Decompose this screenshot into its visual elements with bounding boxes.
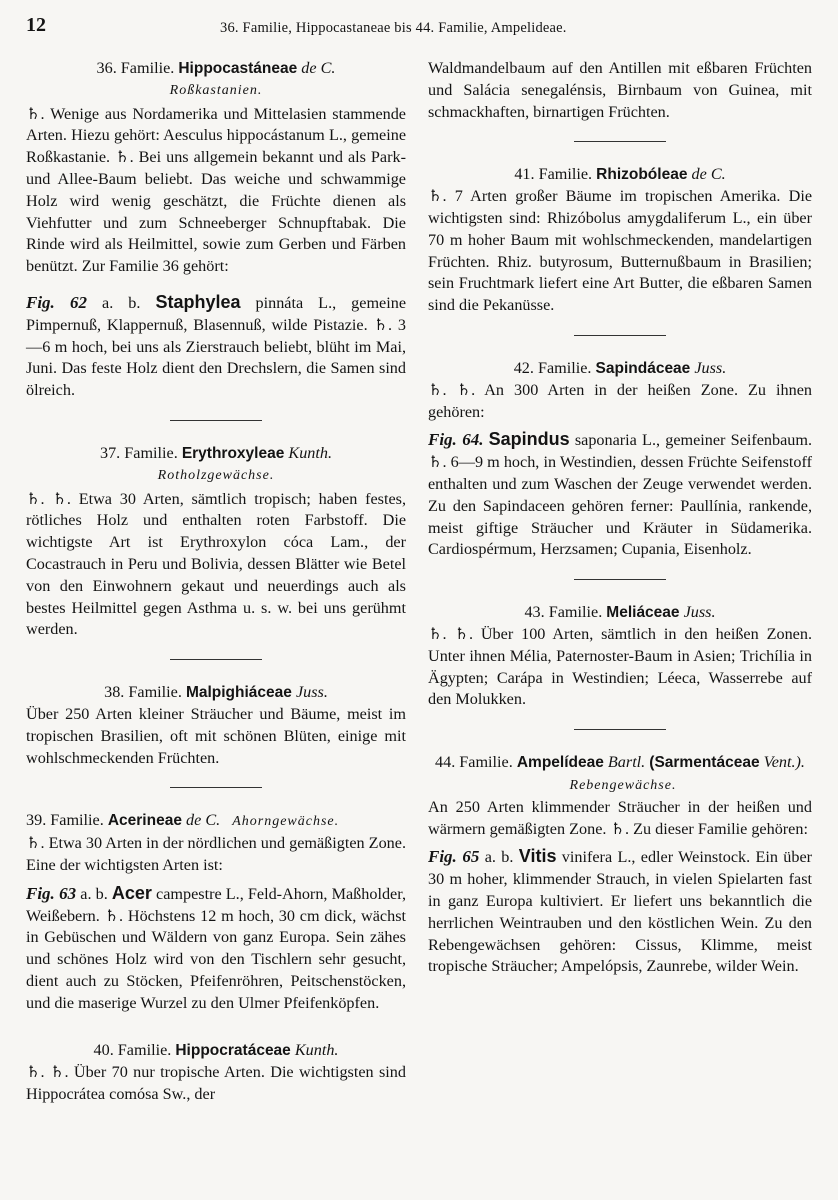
figure-parts: a. b. (484, 848, 514, 867)
family-heading (428, 358, 812, 380)
family-common-name: Roßkastanien. (169, 82, 263, 98)
family-number: 37. Familie. (99, 443, 178, 462)
species-description: campestre L., Feld-Ahorn, Maßholder, Weißebern. ♄. Höchstens 12 m hoch, 30 cm dick, wächst in Gebüschen und Wäldern von ganz Europa. Sein zähes und schönes Holz wird von den Tischlern sehr gesucht, dient auch zu Stöcken, Pfeifenröhren, Peitschenstöcken, und die maserige Wurzel zu den Ulmer Pfeifenköpfen. (26, 884, 407, 1012)
figure-entry (428, 846, 812, 978)
family-latin-name: Acerineae (107, 812, 182, 830)
left-column (26, 58, 406, 1106)
figure-label: Fig. 62 (26, 292, 88, 312)
family-41-section (428, 164, 812, 317)
genus-name: Sapindus (488, 429, 570, 450)
section-divider (574, 579, 666, 580)
section-divider (574, 729, 666, 730)
page-header (0, 14, 838, 44)
section-divider (574, 335, 666, 336)
family-description: ♄. Wenige aus Nordamerika und Mittelasien stammende Arten. Hiezu gehört: Aesculus hippocástanum L., gemeine Roßkastanie. ♄. Bei uns allgemein bekannt und als Park- und Allee-Baum beliebt. Das weiche und schwammige Holz wird wenig geschätzt, die Früchte dienen als Viehfutter und zum Schneeberger Schnupftabak. Die Rinde wird als Heilmittel, sowie zum Gerben und Färben benützt. Zur Familie 36 gehört: (26, 104, 406, 276)
family-38-section (26, 682, 406, 769)
family-heading (26, 682, 406, 704)
family-author: de C. (301, 59, 336, 77)
family-number: 44. Familie. (435, 753, 513, 772)
family-author: de C. (186, 811, 221, 830)
species-description: vinifera L., edler Weinstock. Ein über 30 m hoher, klimmender Strauch, in vielen Spielarten fast in ganz Europa kultiviert. Er liefert uns bekanntlich die herrlichen Weintrauben und den köstlichen Wein. Zu den Rebengewächsen gehören: Cissus, Klimme, meist tropische Sträucher; Ampelópsis, Zaunrebe, wilder Wein. (428, 848, 813, 976)
family-39-section (26, 810, 406, 1014)
family-author: de C. (691, 165, 726, 184)
figure-entry (428, 429, 812, 561)
family-number: 42. Familie. (513, 358, 592, 377)
family-common-name: Rotholzgewächse. (157, 467, 275, 483)
family-latin-name: Hippocratáceae (175, 1042, 291, 1060)
family-heading (26, 810, 406, 833)
family-author: Juss. (694, 358, 727, 377)
family-latin-name: Ampelídeae (516, 754, 604, 772)
family-42-section (428, 358, 812, 561)
section-divider (170, 659, 262, 660)
family-heading (428, 602, 812, 624)
family-number: 36. Familie. (96, 59, 175, 77)
section-divider (170, 787, 262, 788)
family-heading (26, 443, 406, 465)
genus-name: Staphylea (155, 291, 241, 312)
genus-name: Acer (111, 882, 152, 903)
family-latin-name: Malpighiáceae (185, 684, 292, 702)
family-heading (26, 1040, 406, 1062)
family-number: 43. Familie. (524, 603, 603, 622)
family-common-name: Rebengewächse. (569, 777, 677, 793)
family-author: Bartl. (607, 753, 646, 772)
family-author: Kunth. (288, 443, 333, 462)
family-latin-name: Meliáceae (606, 604, 680, 622)
family-description: An 250 Arten klimmender Sträucher in der heißen und wärmern gemäßigten Zone. ♄. Zu dieser Familie gehören: (428, 797, 812, 838)
family-synonym: (Sarmentáceae (649, 754, 760, 772)
family-latin-name: Erythroxyleae (181, 444, 285, 462)
family-author: Kunth. (294, 1041, 339, 1060)
family-description: ♄. 7 Arten großer Bäume im tropischen Amerika. Die wichtigsten sind: Rhizóbolus amygdaliferum L., ein über 70 m hoher Baum mit wohlschmeckenden, mandelartigen Früchten. Rhiz. butyrosum, Butternußbaum in Brasilien; sein Fruchtmark liefert eine Art Butter, die eßbaren Samen sind die Pekanüsse. (428, 187, 812, 315)
family-latin-name: Rhizobóleae (596, 166, 688, 184)
figure-entry (26, 292, 406, 402)
figure-parts: a. b. (102, 293, 141, 312)
family-common-name: Ahorngewächse. (232, 814, 340, 830)
species-description: saponaria L., gemeiner Seifenbaum. ♄. 6—9 m hoch, in Westindien, dessen Früchte Seifenstoff enthalten und zum Waschen der Zeuge verwendet werden. Zu den Sapindaceen gehören ferner: Paullínia, rankende, meist giftige Sträucher und Kräuter in Südamerika. Cardiospérmum, Herzsamen; Cupania, Eisenholz. (428, 431, 812, 559)
figure-label: Fig. 64. (428, 430, 484, 450)
family-heading (26, 58, 406, 80)
family-43-section (428, 602, 812, 711)
section-divider (170, 420, 262, 421)
figure-label: Fig. 63 (26, 883, 77, 903)
family-description: ♄. ♄. Über 70 nur tropische Arten. Die wichtigsten sind Hippocrátea comósa Sw., der (26, 1063, 406, 1104)
family-description: Über 250 Arten kleiner Sträucher und Bäume, meist im tropischen Brasilien, oft mit schönen Blüten, einige mit wohlschmeckenden Früchten. (26, 704, 406, 767)
running-head: 36. Familie, Hippocastaneae bis 44. Familie, Ampelideae. (220, 20, 567, 36)
family-36-section (26, 58, 406, 402)
family-synonym-author: Vent.). (763, 753, 805, 772)
family-number: 39. Familie. (26, 811, 104, 830)
page-number: 12 (26, 14, 46, 36)
family-description: ♄. ♄. Etwa 30 Arten, sämtlich tropisch; haben festes, rötliches Holz und enthalten roten Farbstoff. Die wichtigste Art ist Erythroxylon cóca Lam., der Cocastrauch in Peru und Bolivia, dessen Blätter wie Betel von den Einwohnern gekaut und neuerdings auch als bestes Heilmittel gegen Asthma u. s. w. bei uns gerühmt werden. (26, 489, 406, 639)
family-number: 38. Familie. (104, 683, 182, 702)
family-number: 40. Familie. (93, 1041, 172, 1060)
family-latin-name: Sapindáceae (595, 359, 691, 377)
family-description: ♄. ♄. Über 100 Arten, sämtlich in den heißen Zonen. Unter ihnen Mélia, Paternoster-Baum in Asien; Trichília in Ägypten; Carápa in Westindien; Léeca, Wasserrebe auf den Molukken. (428, 624, 812, 709)
species-description: pinnáta L., gemeine Pimpernuß, Klappernuß, Blasennuß, wilde Pistazie. ♄. 3—6 m hoch, bei uns als Zierstrauch beliebt, blüht im Mai, Juni. Das feste Holz dient den Drechslern, die Samen sind ölreich. (26, 293, 407, 400)
figure-parts: a. b. (80, 884, 108, 903)
figure-entry (26, 883, 406, 1015)
figure-label: Fig. 65 (428, 847, 480, 867)
family-37-section (26, 443, 406, 641)
family-description: ♄. ♄. An 300 Arten in der heißen Zone. Zu ihnen gehören: (428, 380, 812, 421)
genus-name: Vitis (518, 846, 557, 867)
family-44-section (428, 752, 812, 978)
section-divider (574, 141, 666, 142)
family-number: 41. Familie. (514, 165, 593, 184)
family-latin-name: Hippocastáneae (178, 60, 298, 77)
family-heading (428, 164, 812, 186)
right-column (428, 58, 812, 978)
family-author: Juss. (295, 683, 328, 702)
continued-text: Waldmandelbaum auf den Antillen mit eßbaren Früchten und Salácia senegalénsis, Birnbaum von Guinea, mit schmackhaften, birnartigen Früchten. (428, 59, 812, 121)
family-40-section (26, 1040, 406, 1105)
family-description: ♄. Etwa 30 Arten in der nördlichen und gemäßigten Zone. Eine der wichtigsten Arten ist: (26, 834, 406, 874)
family-heading (428, 752, 812, 797)
family-author: Juss. (683, 603, 716, 622)
